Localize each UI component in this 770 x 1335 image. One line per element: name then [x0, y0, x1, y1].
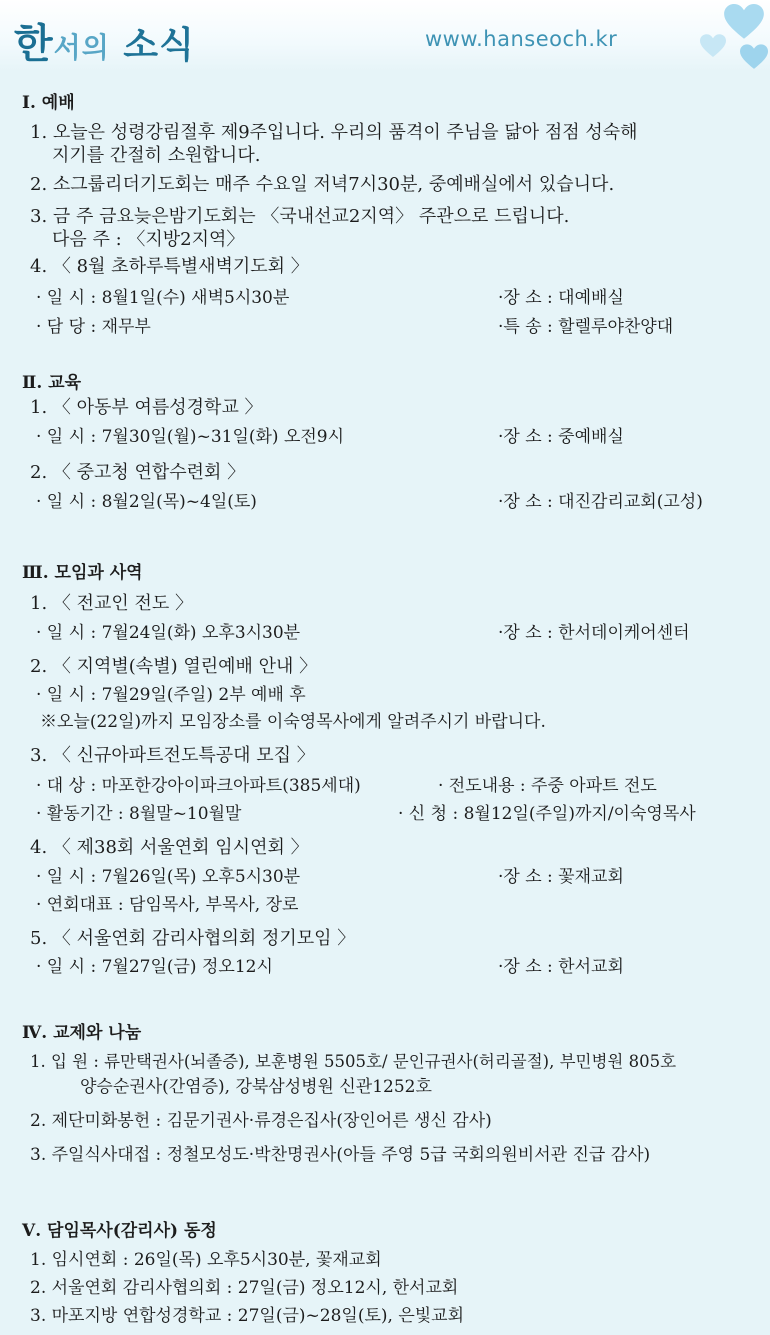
list-item: 2. 〈 중고청 연합수련회 〉 — [30, 462, 246, 483]
logo-mid: 서의 — [53, 31, 110, 64]
detail-special-song: ·특 송 : 할렐루야찬양대 — [498, 317, 674, 337]
list-item: 3. 마포지방 연합성경학교 : 27일(금)~28일(토), 은빛교회 — [30, 1306, 465, 1326]
list-item: 3. 금 주 금요늦은밤기도회는 〈국내선교2지역〉 주관으로 드립니다. — [30, 206, 570, 227]
list-item: 4. 〈 제38회 서울연회 임시연회 〉 — [30, 837, 309, 858]
detail-date: · 일 시 : 7월29일(주일) 2부 예배 후 — [36, 685, 306, 705]
detail-date: · 일 시 : 7월24일(화) 오후3시30분 — [36, 623, 301, 643]
logo-last: 소식 — [123, 25, 195, 66]
list-item: 3. 주일식사대접 : 정철모성도·박찬명권사(아들 주영 5급 국회의원비서관 진급 감사) — [30, 1145, 651, 1165]
heart-icon — [700, 34, 726, 58]
header-banner — [0, 0, 770, 72]
list-item-continued: 다음 주 : 〈지방2지역〉 — [52, 229, 245, 250]
detail-date: · 일 시 : 8월2일(목)~4일(토) — [36, 492, 257, 512]
heart-icon — [740, 44, 768, 70]
list-item-continued: 지기를 간절히 소원합니다. — [52, 145, 261, 166]
list-item: 1. 〈 아동부 여름성경학교 〉 — [30, 397, 263, 418]
list-item: 2. 〈 지역별(속별) 열린예배 안내 〉 — [30, 656, 318, 677]
section-title-education: Ⅱ. 교육 — [22, 373, 82, 393]
detail-place: ·장 소 : 꽃재교회 — [498, 867, 624, 887]
section-title-fellowship: Ⅳ. 교제와 나눔 — [22, 1023, 142, 1043]
website-link[interactable]: www.hanseoch.kr — [425, 27, 618, 51]
heart-icon — [724, 4, 764, 40]
detail-content: · 전도내용 : 주중 아파트 전도 — [438, 776, 657, 796]
list-item: 1. 임시연회 : 26일(목) 오후5시30분, 꽃재교회 — [30, 1250, 382, 1270]
section-title-meetings: Ⅲ. 모임과 사역 — [22, 563, 143, 583]
detail-charge: · 담 당 : 재무부 — [36, 317, 151, 337]
detail-representatives: · 연회대표 : 담임목사, 부목사, 장로 — [36, 895, 299, 915]
list-item-continued: 양승순권사(간염증), 강북삼성병원 신관1252호 — [80, 1077, 432, 1097]
detail-place: ·장 소 : 대진감리교회(고성) — [498, 492, 703, 512]
list-item: 2. 서울연회 감리사협의회 : 27일(금) 정오12시, 한서교회 — [30, 1278, 459, 1298]
list-item: 3. 〈 신규아파트전도특공대 모집 〉 — [30, 745, 315, 766]
detail-place: ·장 소 : 한서교회 — [498, 957, 624, 977]
list-item: 2. 소그룹리더기도회는 매주 수요일 저녁7시30분, 중예배실에서 있습니다. — [30, 174, 615, 195]
list-item: 2. 제단미화봉헌 : 김문기권사·류경은집사(장인어른 생신 감사) — [30, 1111, 492, 1131]
list-item: 1. 〈 전교인 전도 〉 — [30, 593, 193, 614]
detail-apply: · 신 청 : 8월12일(주일)까지/이숙영목사 — [398, 804, 696, 824]
detail-target: · 대 상 : 마포한강아이파크아파트(385세대) — [36, 776, 361, 796]
notice-text: ※오늘(22일)까지 모임장소를 이숙영목사에게 알려주시기 바랍니다. — [40, 712, 546, 732]
detail-place: ·장 소 : 한서데이케어센터 — [498, 623, 690, 643]
list-item: 1. 입 원 : 류만택권사(뇌졸증), 보훈병원 5505호/ 문인규권사(허리골절), 부민병원 805호 — [30, 1052, 677, 1071]
detail-date: · 일 시 : 7월26일(목) 오후5시30분 — [36, 867, 301, 887]
detail-period: · 활동기간 : 8월말~10월말 — [36, 804, 242, 824]
section-title-worship: Ⅰ. 예배 — [22, 93, 75, 113]
logo-first: 한 — [14, 21, 54, 67]
newsletter-logo — [14, 12, 195, 69]
detail-place: ·장 소 : 중예배실 — [498, 427, 624, 447]
detail-date: · 일 시 : 7월30일(월)~31일(화) 오전9시 — [36, 427, 345, 447]
list-item: 1. 오늘은 성령강림절후 제9주입니다. 우리의 품격이 주님을 닮아 점점 성숙해 — [30, 122, 638, 143]
detail-date: · 일 시 : 8월1일(수) 새벽5시30분 — [36, 288, 290, 308]
list-item: 5. 〈 서울연회 감리사협의회 정기모임 〉 — [30, 928, 356, 949]
detail-place: ·장 소 : 대예배실 — [498, 288, 624, 308]
detail-date: · 일 시 : 7월27일(금) 정오12시 — [36, 957, 273, 977]
list-item: 4. 〈 8월 초하루특별새벽기도회 〉 — [30, 256, 309, 277]
section-title-pastor-schedule: Ⅴ. 담임목사(감리사) 동정 — [22, 1221, 217, 1241]
